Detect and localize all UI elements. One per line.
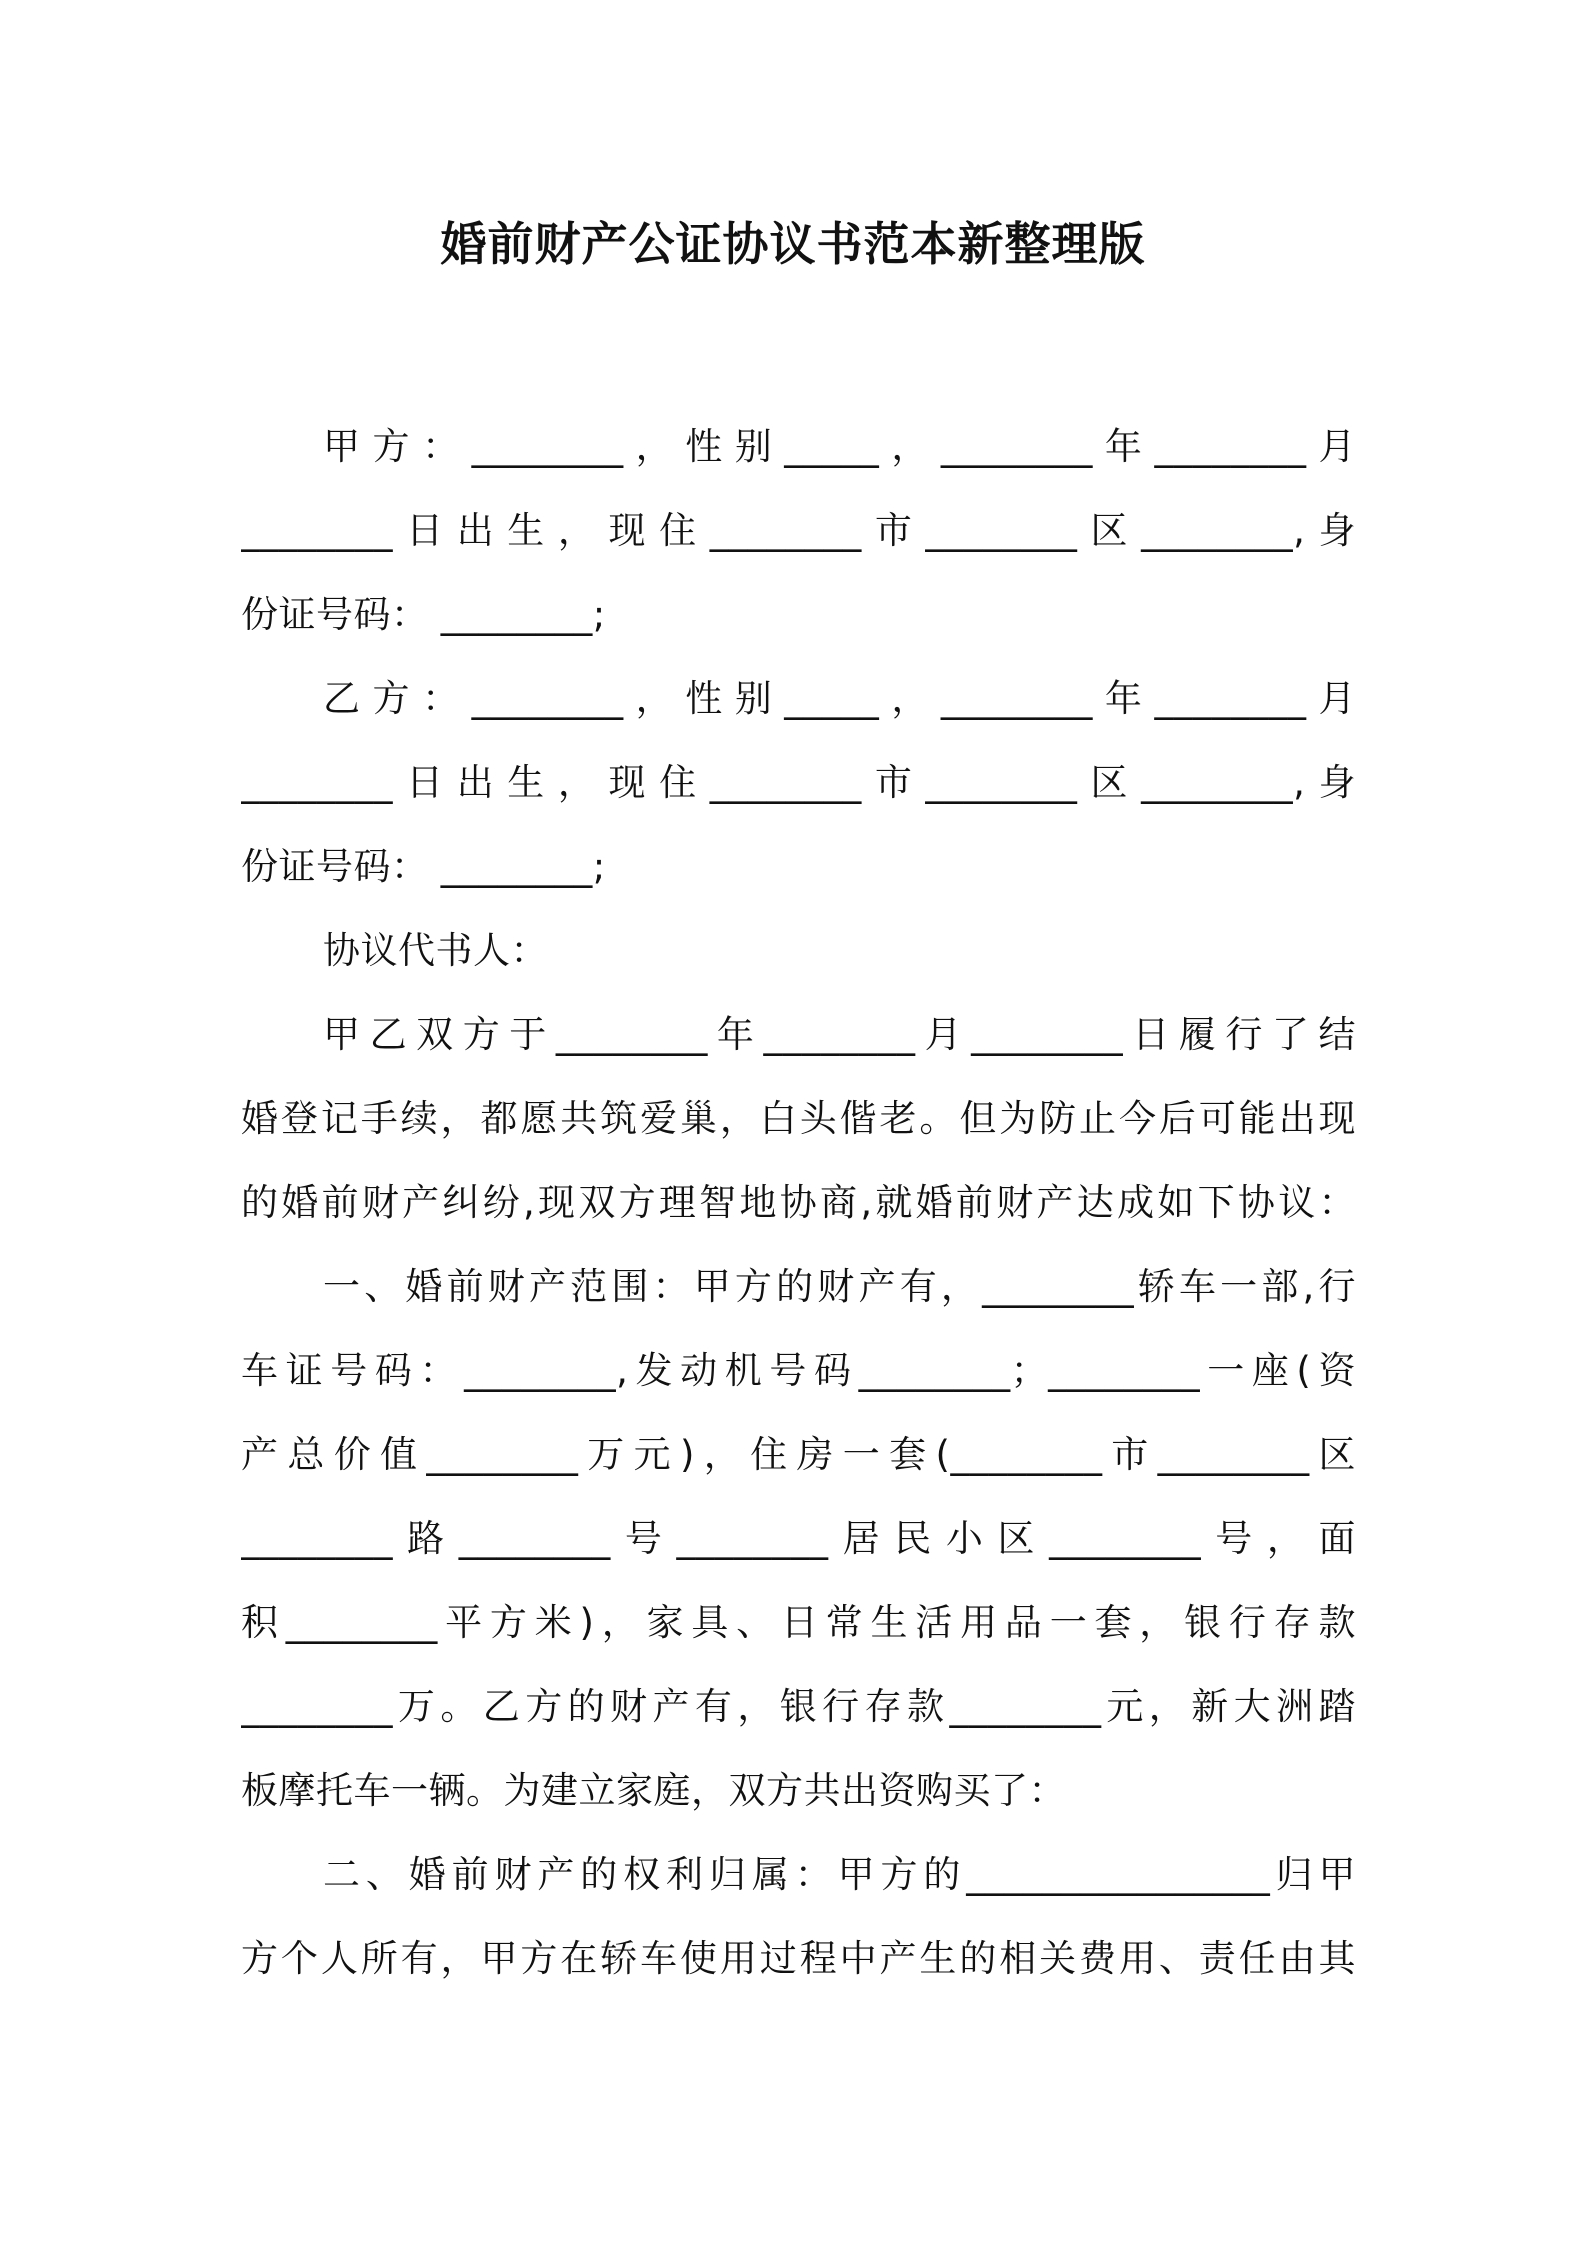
preamble-line-3: 的婚前财产纠纷,现双方理智地协商,就婚前财产达成如下协议： xyxy=(241,1181,1356,1224)
document-body xyxy=(241,405,1356,2001)
clause-2-line-1: 二、婚前财产的权利归属：甲方的________________归甲 xyxy=(323,1853,1356,1896)
preamble-line-1: 甲乙双方于________年________月________日履行了结 xyxy=(323,1013,1356,1056)
clause-1-line-1: 一、婚前财产范围：甲方的财产有，________轿车一部,行 xyxy=(323,1265,1356,1308)
preamble-line-2: 婚登记手续，都愿共筑爱巢，白头偕老。但为防止今后可能出现 xyxy=(241,1097,1356,1140)
clause-1-line-5: 积________平方米)，家具、日常生活用品一套，银行存款 xyxy=(241,1601,1356,1644)
party-a-line-1: 甲方：________，性别_____，________年________月 xyxy=(323,425,1356,468)
document-title: 婚前财产公证协议书范本新整理版 xyxy=(440,217,1146,271)
clause-2-line-2: 方个人所有，甲方在轿车使用过程中产生的相关费用、责任由其 xyxy=(241,1937,1356,1980)
clause-1-line-4: ________路________号________居民小区________号，面 xyxy=(241,1517,1356,1560)
party-b-line-1: 乙方：________，性别_____，________年________月 xyxy=(323,677,1356,720)
agreement-writer-line: 协议代书人： xyxy=(323,929,548,972)
party-a-line-2: ________日出生，现住________市________区________,身 xyxy=(241,509,1356,552)
clause-1-line-7: 板摩托车一辆。为建立家庭，双方共出资购买了： xyxy=(241,1769,1066,1812)
clause-1-line-2: 车证号码：________,发动机号码________；________一座(资 xyxy=(241,1349,1356,1392)
party-b-line-2: ________日出生，现住________市________区________,身 xyxy=(241,761,1356,804)
party-b-line-3: 份证号码： ________; xyxy=(241,845,606,888)
clause-1-line-3: 产总价值________万元)，住房一套(________市________区 xyxy=(241,1433,1356,1476)
party-a-line-3: 份证号码： ________; xyxy=(241,593,606,636)
clause-1-line-6: ________万。乙方的财产有，银行存款________元，新大洲踏 xyxy=(241,1685,1356,1728)
